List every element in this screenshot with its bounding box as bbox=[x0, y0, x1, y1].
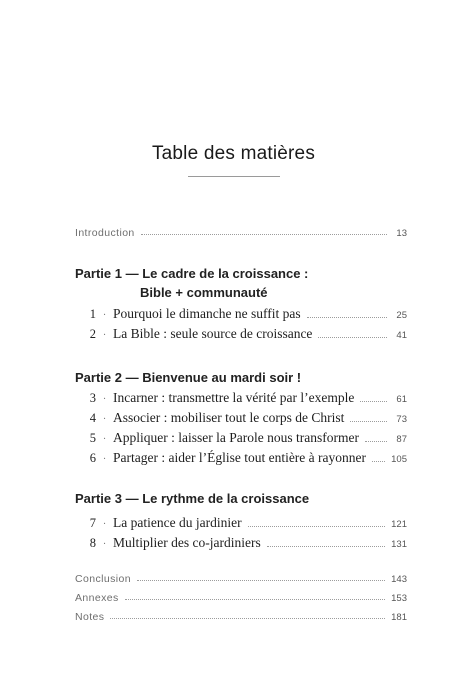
toc-entry-conclusion[interactable] bbox=[75, 573, 407, 585]
chapter-number: 8 bbox=[89, 536, 96, 550]
toc-chapter-8[interactable] bbox=[86, 535, 407, 551]
toc-chapter-7[interactable] bbox=[86, 515, 407, 531]
dot-leader bbox=[350, 420, 387, 422]
separator-dot: · bbox=[102, 394, 107, 405]
chapter-page: 87 bbox=[396, 434, 407, 445]
chapter-page: 25 bbox=[396, 310, 407, 321]
toc-entry-introduction[interactable] bbox=[75, 227, 407, 239]
chapter-title: Incarner : transmettre la vérité par l’exemple bbox=[113, 390, 355, 405]
dot-leader bbox=[267, 545, 385, 547]
chapter-title: Appliquer : laisser la Parole nous transformer bbox=[113, 430, 359, 445]
chapter-page: 61 bbox=[396, 394, 407, 405]
toc-entry-page: 181 bbox=[391, 612, 407, 623]
toc-chapter-5[interactable] bbox=[86, 430, 407, 446]
toc-chapter-1[interactable] bbox=[86, 306, 407, 322]
dot-leader bbox=[125, 598, 385, 600]
part-1-heading[interactable]: Partie 1 — Le cadre de la croissance : bbox=[75, 266, 309, 281]
toc-chapter-6[interactable] bbox=[86, 450, 407, 466]
dot-leader bbox=[318, 336, 387, 338]
chapter-number: 6 bbox=[89, 451, 96, 465]
chapter-number: 1 bbox=[89, 307, 96, 321]
separator-dot: · bbox=[102, 519, 107, 530]
chapter-number: 2 bbox=[89, 327, 96, 341]
toc-entry-page: 153 bbox=[391, 593, 407, 604]
toc-entry-page: 143 bbox=[391, 574, 407, 585]
separator-dot: · bbox=[102, 434, 107, 445]
toc-entry-page: 13 bbox=[396, 228, 407, 239]
chapter-title: La patience du jardinier bbox=[113, 515, 242, 530]
title-rule bbox=[188, 176, 280, 177]
separator-dot: · bbox=[102, 330, 107, 341]
dot-leader bbox=[137, 579, 385, 581]
toc-entry-annexes[interactable] bbox=[75, 592, 407, 604]
chapter-title: Associer : mobiliser tout le corps de Christ bbox=[113, 410, 345, 425]
dot-leader bbox=[307, 316, 387, 318]
separator-dot: · bbox=[102, 414, 107, 425]
separator-dot: · bbox=[102, 310, 107, 321]
chapter-title: La Bible : seule source de croissance bbox=[113, 326, 313, 341]
toc-chapter-2[interactable] bbox=[86, 326, 407, 342]
chapter-page: 73 bbox=[396, 414, 407, 425]
toc-entry-notes[interactable] bbox=[75, 611, 407, 623]
chapter-page: 105 bbox=[391, 454, 407, 465]
toc-entry-label: Notes bbox=[75, 611, 105, 623]
chapter-title: Partager : aider l’Église tout entière à rayonner bbox=[113, 450, 367, 465]
toc-chapter-3[interactable] bbox=[86, 390, 407, 406]
chapter-page: 121 bbox=[391, 519, 407, 530]
part-2-heading[interactable]: Partie 2 — Bienvenue au mardi soir ! bbox=[75, 370, 302, 385]
chapter-page: 131 bbox=[391, 539, 407, 550]
chapter-number: 5 bbox=[89, 431, 96, 445]
separator-dot: · bbox=[102, 539, 107, 550]
dot-leader bbox=[141, 233, 387, 235]
part-3-heading[interactable]: Partie 3 — Le rythme de la croissance bbox=[75, 491, 310, 506]
chapter-page: 41 bbox=[396, 330, 407, 341]
toc-entry-label: Introduction bbox=[75, 227, 135, 239]
dot-leader bbox=[360, 400, 387, 402]
dot-leader bbox=[110, 617, 385, 619]
part-1-heading-line2: Bible + communauté bbox=[140, 285, 268, 300]
separator-dot: · bbox=[102, 454, 107, 465]
toc-chapter-4[interactable] bbox=[86, 410, 407, 426]
chapter-title: Multiplier des co-jardiniers bbox=[113, 535, 261, 550]
dot-leader bbox=[372, 460, 385, 462]
chapter-number: 7 bbox=[89, 516, 96, 530]
chapter-title: Pourquoi le dimanche ne suffit pas bbox=[113, 306, 301, 321]
dot-leader bbox=[365, 440, 387, 442]
dot-leader bbox=[248, 525, 386, 527]
toc-entry-label: Annexes bbox=[75, 592, 119, 604]
toc-entry-label: Conclusion bbox=[75, 573, 131, 585]
chapter-number: 4 bbox=[89, 411, 96, 425]
chapter-number: 3 bbox=[89, 391, 96, 405]
page-title: Table des matières bbox=[151, 143, 316, 164]
